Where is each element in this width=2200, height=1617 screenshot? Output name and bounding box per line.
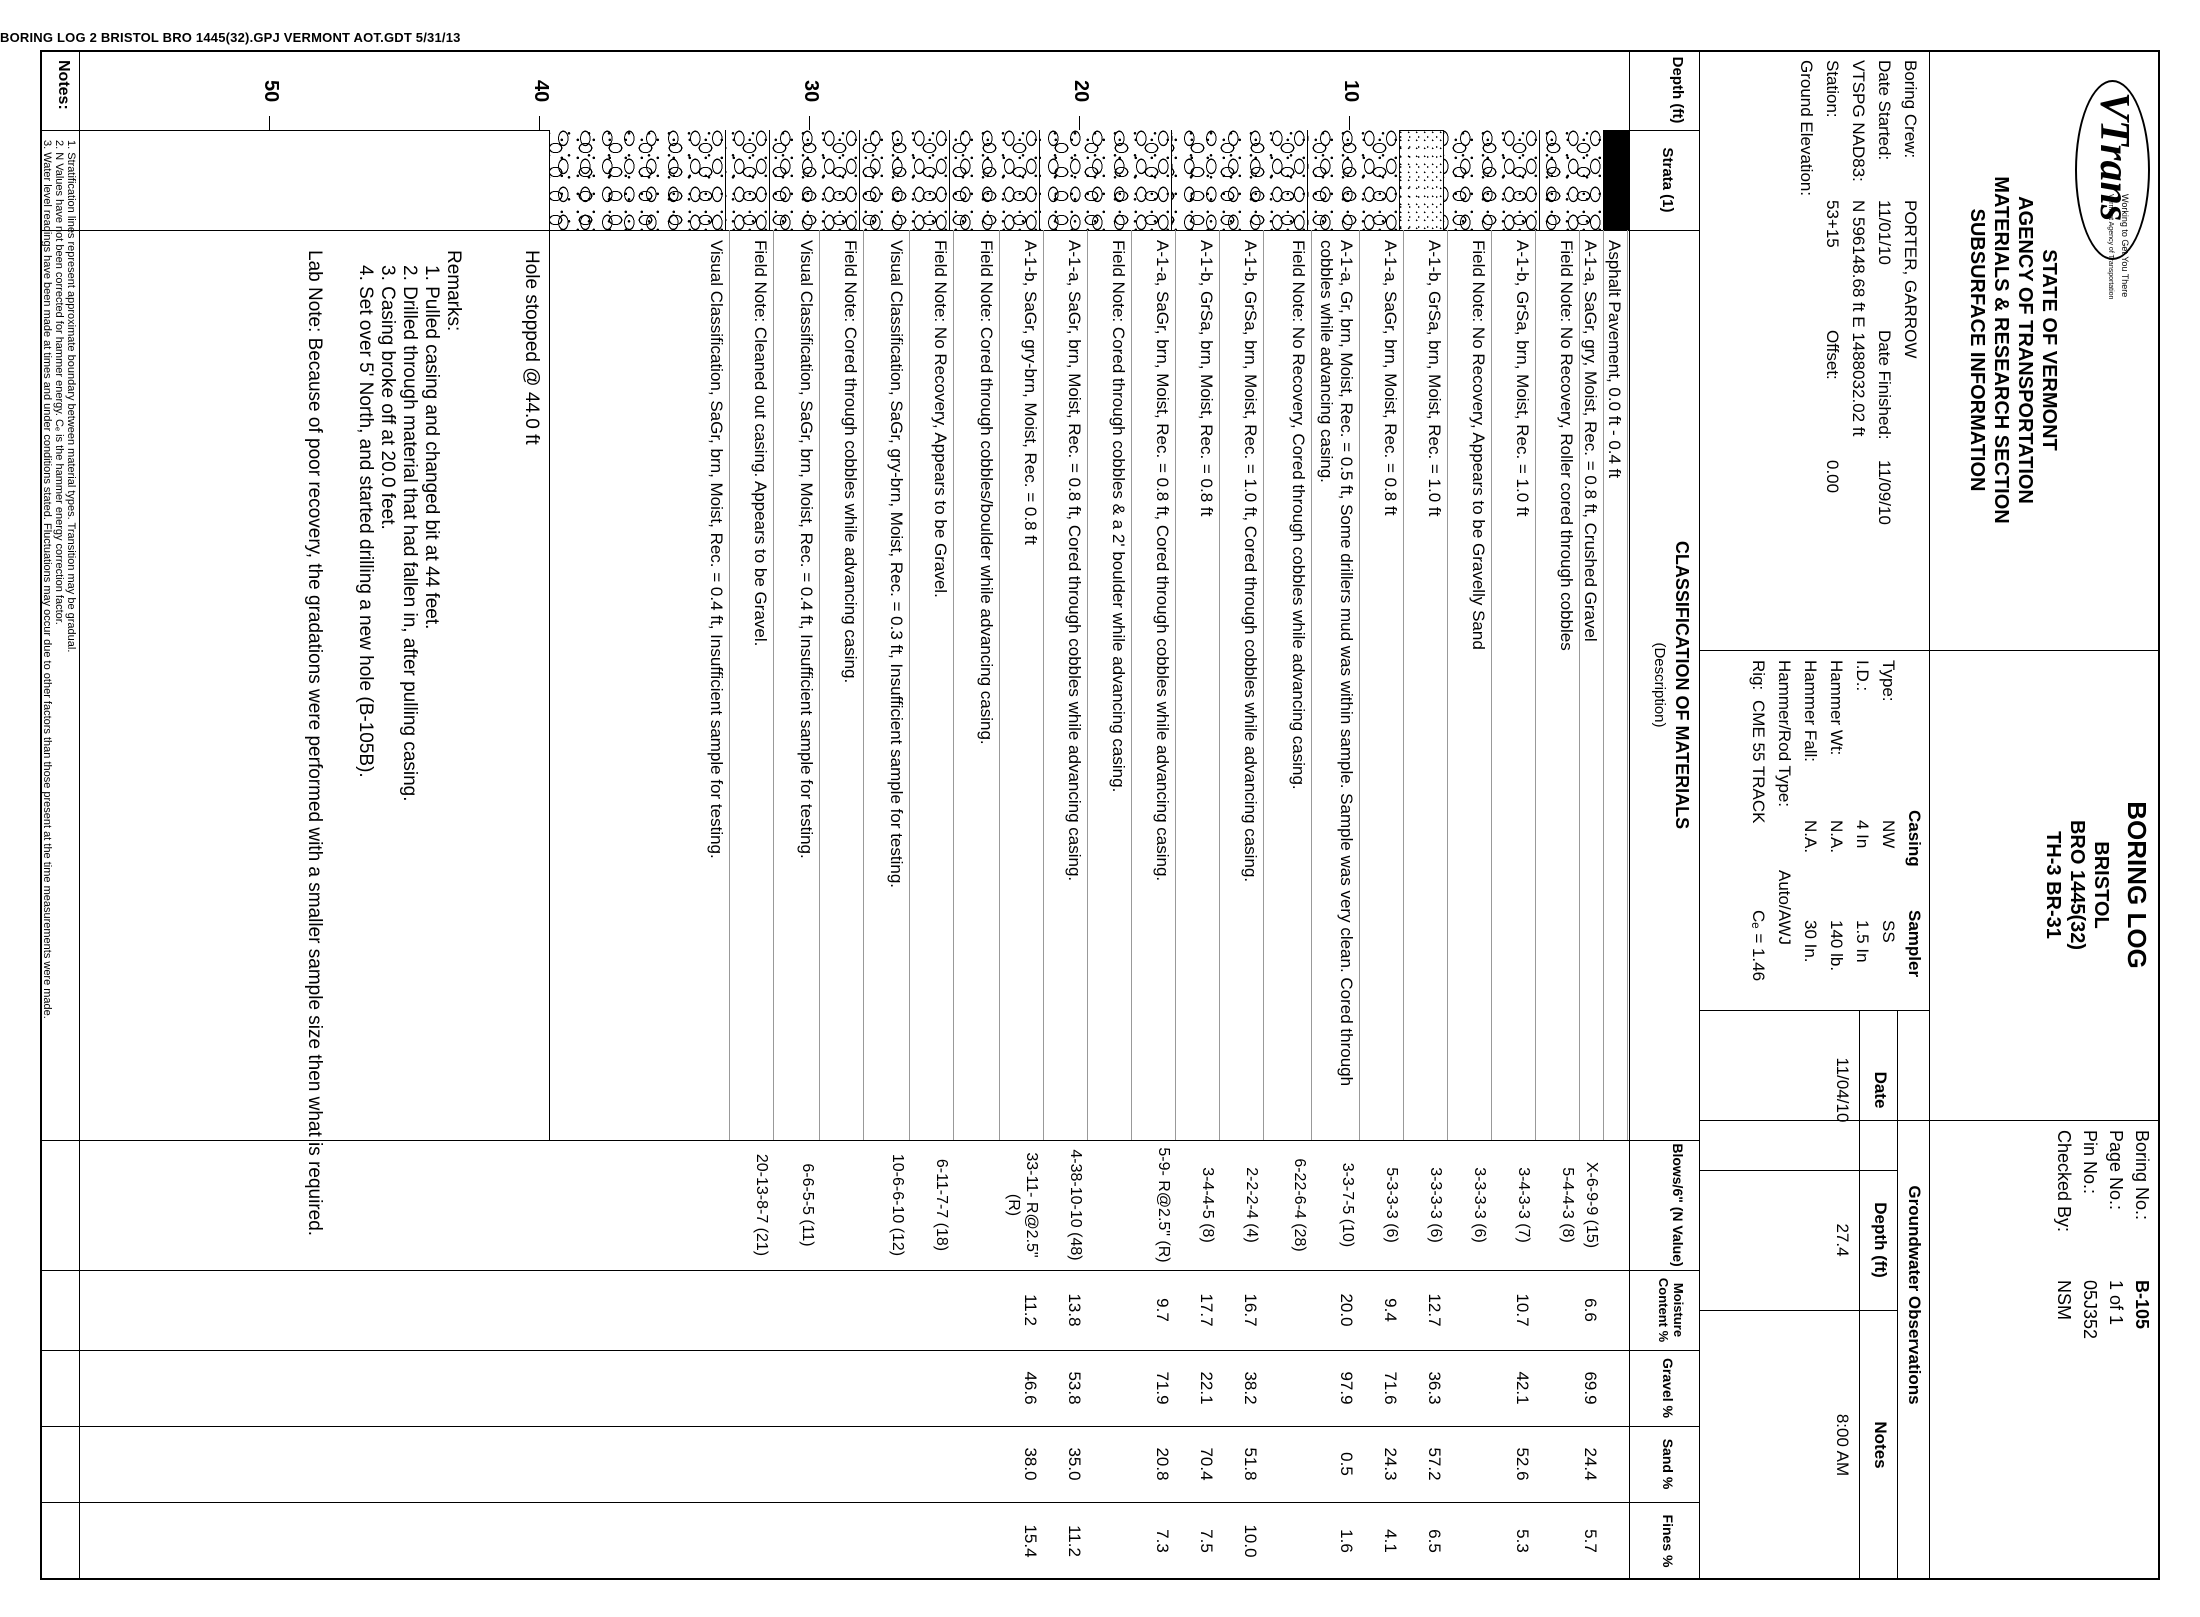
row-description: A-1-a, SaGr, brn, Moist, Rec. = 0.8 ft, Cored through cobbles while advancing casing. bbox=[1065, 240, 1084, 882]
col-line-moist bbox=[40, 1350, 1700, 1351]
sampler-header: Sampler bbox=[1905, 910, 1924, 978]
boring-log-sheet bbox=[40, 50, 2160, 1580]
row-boundary bbox=[1359, 230, 1360, 1140]
gw-date-header: Date bbox=[1871, 1071, 1890, 1109]
row-gravel: 38.2 bbox=[1241, 1371, 1260, 1405]
row-fines: 6.5 bbox=[1425, 1529, 1444, 1553]
boring-log-title: BORING LOG bbox=[2122, 801, 2152, 969]
row-blows: 2-2-2-4 (4) bbox=[1243, 1167, 1260, 1243]
row-description: Field Note: No Recovery, Cored through cobbles while advancing casing. bbox=[1289, 240, 1308, 790]
row-moisture: 17.7 bbox=[1197, 1293, 1216, 1327]
row-sand: 70.4 bbox=[1197, 1447, 1216, 1481]
depth-tick-mark bbox=[1349, 116, 1350, 130]
header-vdiv-2 bbox=[1700, 1120, 2160, 1121]
note-1: 1. Stratification lines represent approximate boundary between material types. Transition may be gradual. bbox=[65, 140, 77, 653]
row-description: A-1-a, Gr, brn, Moist, Rec. = 0.5 ft, Some drillers mud was within sample. Sample was very clean. Cored through cobbles while advancing casing. bbox=[1317, 240, 1356, 1087]
row-sand: 38.0 bbox=[1021, 1447, 1040, 1481]
row-blows: 3-4-4-5 (8) bbox=[1199, 1167, 1216, 1243]
row-boundary bbox=[1603, 230, 1604, 1140]
logo-subline: Vermont Agency of Transportation bbox=[2107, 194, 2114, 300]
agency-line-1: STATE OF VERMONT bbox=[2038, 249, 2060, 451]
row-blows: 6-6-5-5 (11) bbox=[799, 1163, 816, 1247]
notes-label: Notes: bbox=[55, 60, 72, 110]
hammer-fall-label: Hammer Fall: bbox=[1801, 660, 1820, 763]
station-label: Station: bbox=[1823, 60, 1842, 118]
row-boundary bbox=[1311, 230, 1312, 1140]
type-sampler: SS bbox=[1879, 920, 1898, 943]
gw-vdiv bbox=[1700, 1010, 1930, 1011]
col-blows-header: Blows/6" (N Value) bbox=[1670, 1143, 1686, 1267]
col-line-sand bbox=[40, 1502, 1700, 1503]
row-blows: 10-6-6-10 (12) bbox=[889, 1153, 906, 1257]
id-sampler: 1.5 In bbox=[1853, 920, 1872, 963]
hammer-rod: Auto/AWJ bbox=[1775, 870, 1794, 945]
row-boundary bbox=[729, 230, 730, 1140]
row-description: Visual Classification, SaGr, brn, Moist, Rec. = 0.4 ft, Insufficient sample for testing. bbox=[797, 240, 816, 859]
casing-header: Casing bbox=[1905, 810, 1924, 867]
col-fines-header: Fines % bbox=[1660, 1514, 1676, 1568]
hammer-fall-casing: N.A. bbox=[1801, 820, 1820, 854]
gw-header-line bbox=[1859, 1010, 1860, 1580]
page-no: 1 of 1 bbox=[2106, 1280, 2126, 1326]
date-finished-label: Date Finished: bbox=[1875, 330, 1894, 440]
row-moisture: 11.2 bbox=[1021, 1294, 1040, 1326]
row-description: Field Note: No Recovery, Appears to be Gravelly Sand bbox=[1469, 240, 1488, 650]
row-sand: 24.4 bbox=[1581, 1447, 1600, 1481]
page-no-label: Page No.: bbox=[2106, 1130, 2126, 1211]
pin-no: 05J352 bbox=[2080, 1280, 2100, 1340]
hammer-wt-label: Hammer Wt: bbox=[1827, 660, 1846, 756]
row-boundary bbox=[1087, 230, 1088, 1140]
type-casing: NW bbox=[1879, 820, 1898, 849]
hole-stopped: Hole stopped @ 44.0 ft bbox=[521, 250, 542, 445]
row-sand: 35.0 bbox=[1065, 1447, 1084, 1481]
strata-band bbox=[1308, 130, 1400, 230]
rig-label: Rig: bbox=[1749, 660, 1768, 691]
strata-band bbox=[1400, 130, 1444, 230]
station: 53+15 bbox=[1823, 200, 1842, 248]
offset: 0.00 bbox=[1823, 460, 1842, 494]
row-boundary bbox=[1535, 230, 1536, 1140]
strata-band bbox=[1604, 130, 1630, 230]
strata-band bbox=[860, 130, 950, 230]
row-description: A-1-b, SaGr, gry-brn, Moist, Rec. = 0.8 ft bbox=[1021, 240, 1040, 545]
row-fines: 5.7 bbox=[1581, 1529, 1600, 1553]
row-boundary bbox=[1263, 230, 1264, 1140]
depth-tick-label: 10 bbox=[1340, 80, 1362, 103]
remark-4: 4. Set over 5' North, and started drilling a new hole (B-105B). bbox=[355, 265, 376, 778]
project-bro: BRO 1445(32) bbox=[2066, 819, 2088, 951]
strata-band bbox=[726, 130, 770, 230]
vtrans-logo: VTrans Working to Get You There Vermont Agency of Transportation bbox=[2075, 80, 2150, 260]
depth-tick-mark bbox=[539, 116, 540, 130]
row-description: A-1-b, GrSa, brn, Moist, Rec. = 1.0 ft bbox=[1513, 240, 1532, 517]
col-line-gravel bbox=[40, 1426, 1700, 1427]
row-blows: 3-3-7-5 (10) bbox=[1339, 1162, 1356, 1248]
row-moisture: 12.7 bbox=[1425, 1293, 1444, 1327]
ground-elev-label: Ground Elevation: bbox=[1797, 60, 1816, 197]
boring-no: B-105 bbox=[2132, 1280, 2152, 1330]
gw-notes-header: Notes bbox=[1871, 1421, 1890, 1469]
row-blows: 6-11-7-7 (18) bbox=[933, 1158, 950, 1252]
row-description: Field Note: Cored through cobbles/boulder while advancing casing. bbox=[977, 240, 996, 745]
gw-col-line-2 bbox=[1700, 1310, 1898, 1311]
row-boundary bbox=[1131, 230, 1132, 1140]
gw-title: Groundwater Observations bbox=[1905, 1185, 1924, 1405]
col-line-class bbox=[40, 1140, 1700, 1141]
row-sand: 0.5 bbox=[1337, 1452, 1356, 1476]
row-boundary bbox=[953, 230, 954, 1140]
col-line-blows bbox=[40, 1270, 1700, 1271]
date-finished: 11/09/10 bbox=[1875, 460, 1894, 525]
col-class-header: CLASSIFICATION OF MATERIALS bbox=[1672, 540, 1692, 830]
energy-factor: Cₑ = 1.46 bbox=[1749, 910, 1768, 982]
equip-vdiv bbox=[1700, 650, 1930, 651]
row-blows: 3-3-3-3 (6) bbox=[1427, 1167, 1444, 1243]
row-sand: 24.3 bbox=[1381, 1447, 1400, 1481]
row-description: Field Note: No Recovery, Appears to be Gravel. bbox=[931, 240, 950, 598]
row-boundary bbox=[909, 230, 910, 1140]
strata-band bbox=[1172, 130, 1308, 230]
row-blows: 6-22-6-4 (28) bbox=[1291, 1158, 1308, 1252]
row-fines: 7.5 bbox=[1197, 1529, 1216, 1553]
agency-line-3: MATERIALS & RESEARCH SECTION bbox=[1990, 176, 2012, 524]
rig: CME 55 TRACK bbox=[1749, 700, 1768, 824]
logo-tagline: Working to Get You There bbox=[2120, 194, 2130, 298]
row-fines: 7.3 bbox=[1153, 1529, 1172, 1553]
row-gravel: 36.3 bbox=[1425, 1371, 1444, 1405]
row-boundary bbox=[819, 230, 820, 1140]
row-blows: 3-4-3-3 (7) bbox=[1515, 1167, 1532, 1243]
row-fines: 10.0 bbox=[1241, 1524, 1260, 1558]
col-gravel-header: Gravel % bbox=[1660, 1358, 1676, 1418]
row-moisture: 20.0 bbox=[1337, 1293, 1356, 1327]
row-description: A-1-b, GrSa, brn, Moist, Rec. = 1.0 ft bbox=[1425, 240, 1444, 517]
gw-notes: 8:00 AM bbox=[1833, 1413, 1852, 1477]
id-label: I.D.: bbox=[1853, 660, 1872, 692]
date-started-label: Date Started: bbox=[1875, 60, 1894, 161]
row-description: A-1-b, GrSa, brn, Moist, Rec. = 1.0 ft, Cored through cobbles while advancing casing. bbox=[1241, 240, 1260, 883]
row-description: Field Note: Cored through cobbles & a 2' boulder while advancing casing. bbox=[1109, 240, 1128, 793]
row-fines: 5.3 bbox=[1513, 1529, 1532, 1553]
remark-1: 1. Pulled casing and changed bit at 44 feet. bbox=[421, 265, 442, 630]
row-description: Visual Classification, SaGr, gry-brn, Moist, Rec. = 0.3 ft, Insufficient sample for testing. bbox=[887, 240, 906, 889]
hammer-wt-sampler: 140 lb. bbox=[1827, 920, 1846, 972]
row-blows: 5-4-4-3 (8) bbox=[1559, 1167, 1576, 1243]
row-fines: 15.4 bbox=[1021, 1524, 1040, 1558]
row-description: Visual Classification, SaGr, brn, Moist, Rec. = 0.4 ft, Insufficient sample for testing. bbox=[707, 240, 726, 859]
col-class-subheader: (Description) bbox=[1651, 642, 1668, 728]
depth-tick-label: 30 bbox=[800, 80, 822, 103]
row-blows: X-6-9-9 (15) bbox=[1583, 1161, 1600, 1249]
project-th: TH-3 BR-31 bbox=[2042, 831, 2064, 939]
row-description: Field Note: Cleaned out casing. Appears to be Gravel. bbox=[751, 240, 770, 647]
row-gravel: 71.6 bbox=[1381, 1371, 1400, 1405]
gw-date: 11/04/10 bbox=[1833, 1057, 1852, 1123]
remarks-title: Remarks: bbox=[443, 250, 464, 332]
type-label: Type: bbox=[1879, 660, 1898, 702]
header-divider-mid bbox=[1929, 50, 1930, 1580]
row-gravel: 69.9 bbox=[1581, 1371, 1600, 1405]
strata-band bbox=[770, 130, 860, 230]
row-boundary bbox=[1043, 230, 1044, 1140]
lab-note: Lab Note: Because of poor recovery, the gradations were performed with a smaller sample size then what is required. bbox=[304, 250, 325, 1237]
row-sand: 20.8 bbox=[1153, 1447, 1172, 1481]
strata-end-line bbox=[549, 130, 550, 1140]
row-blows: 5-3-3-3 (6) bbox=[1383, 1167, 1400, 1243]
strata-band bbox=[550, 130, 726, 230]
boring-no-label: Boring No.: bbox=[2132, 1130, 2152, 1221]
project-name: BRISTOL bbox=[2090, 841, 2112, 929]
col-strata-header: Strata (1) bbox=[1659, 147, 1676, 213]
vtspg-coords: N 596148.68 ft E 1488032.02 ft bbox=[1849, 200, 1868, 437]
checked-by-label: Checked By: bbox=[2054, 1130, 2074, 1233]
hammer-rod-label: Hammer/Rod Type: bbox=[1775, 660, 1794, 808]
row-moisture: 6.6 bbox=[1581, 1298, 1600, 1322]
row-blows: 20-13-8-7 (21) bbox=[753, 1153, 770, 1257]
gw-depth: 27.4 bbox=[1833, 1223, 1852, 1257]
row-boundary bbox=[1219, 230, 1220, 1140]
row-description: A-1-a, SaGr, brn, Moist, Rec. = 0.8 ft, Cored through cobbles while advancing casing. bbox=[1153, 240, 1172, 882]
row-moisture: 9.4 bbox=[1381, 1298, 1400, 1322]
row-blows: 3-3-3-3 (6) bbox=[1471, 1167, 1488, 1243]
row-moisture: 10.7 bbox=[1513, 1293, 1532, 1327]
col-line-strata bbox=[40, 230, 1700, 231]
row-description: Field Note: No Recovery, Roller cored through cobbles bbox=[1557, 240, 1576, 651]
depth-tick-mark bbox=[809, 116, 810, 130]
strata-band bbox=[950, 130, 1040, 230]
row-boundary bbox=[1579, 230, 1580, 1140]
col-depth-header: Depth (ft) bbox=[1669, 56, 1686, 124]
page-header: BORING LOG 2 BRISTOL BRO 1445(32).GPJ VERMONT AOT.GDT 5/31/13 bbox=[0, 30, 461, 45]
gw-title-line bbox=[1897, 1010, 1898, 1580]
row-sand: 51.8 bbox=[1241, 1447, 1260, 1481]
row-description: A-1-a, SaGr, brn, Moist, Rec. = 0.8 ft bbox=[1381, 240, 1400, 516]
hammer-fall-sampler: 30 In. bbox=[1801, 920, 1820, 963]
strata-band bbox=[1040, 130, 1172, 230]
remark-2: 2. Drilled through material that had fallen in, after pulling casing. bbox=[399, 265, 420, 802]
row-gravel: 42.1 bbox=[1513, 1371, 1532, 1405]
row-boundary bbox=[999, 230, 1000, 1140]
offset-label: Offset: bbox=[1823, 330, 1842, 380]
row-gravel: 53.8 bbox=[1065, 1371, 1084, 1405]
strata-band bbox=[1444, 130, 1540, 230]
crew-label: Boring Crew: bbox=[1901, 60, 1920, 159]
row-sand: 52.6 bbox=[1513, 1447, 1532, 1481]
col-sand-header: Sand % bbox=[1660, 1438, 1676, 1490]
id-casing: 4 In bbox=[1853, 820, 1872, 849]
pin-no-label: Pin No.: bbox=[2080, 1130, 2100, 1195]
row-blows: 33-11- R@2.5" (R) bbox=[1005, 1152, 1040, 1258]
row-description: A-1-b, GrSa, brn, Moist, Rec. = 0.8 ft bbox=[1197, 240, 1216, 517]
date-started: 11/01/10 bbox=[1875, 200, 1894, 265]
row-boundary bbox=[1491, 230, 1492, 1140]
crew: PORTER, GARROW bbox=[1901, 200, 1920, 359]
row-description: A-1-a, SaGr, gry, Moist, Rec. = 0.8 ft, Crushed Gravel bbox=[1581, 240, 1600, 642]
hammer-wt-casing: N.A. bbox=[1827, 820, 1846, 854]
agency-line-4: SUBSURFACE INFORMATION bbox=[1966, 208, 1988, 492]
row-boundary bbox=[1627, 230, 1628, 1140]
remark-3: 3. Casing broke off at 20.0 feet. bbox=[377, 265, 398, 530]
row-boundary bbox=[1447, 230, 1448, 1140]
row-fines: 4.1 bbox=[1381, 1529, 1400, 1553]
gw-depth-header: Depth (ft) bbox=[1871, 1202, 1890, 1278]
row-blows: 4-38-10-10 (48) bbox=[1067, 1149, 1084, 1261]
row-sand: 57.2 bbox=[1425, 1447, 1444, 1481]
depth-tick-label: 20 bbox=[1070, 80, 1092, 103]
depth-tick-label: 50 bbox=[260, 80, 282, 103]
row-moisture: 9.7 bbox=[1153, 1298, 1172, 1322]
depth-tick-label: 40 bbox=[530, 80, 552, 103]
row-description: Asphalt Pavement, 0.0 ft - 0.4 ft bbox=[1605, 240, 1624, 479]
col-moist-header: Moisture Content % bbox=[1656, 1277, 1686, 1343]
depth-tick-mark bbox=[269, 116, 270, 130]
row-gravel: 97.9 bbox=[1337, 1371, 1356, 1405]
gw-col-line-1 bbox=[1700, 1170, 1898, 1171]
row-fines: 11.2 bbox=[1065, 1525, 1084, 1557]
row-gravel: 71.9 bbox=[1153, 1371, 1172, 1405]
vtspg-label: VTSPG NAD83: bbox=[1849, 60, 1868, 182]
depth-tick-mark bbox=[1079, 116, 1080, 130]
agency-line-2: AGENCY OF TRANSPORTATION bbox=[2014, 196, 2036, 504]
note-2: 2. N Values have not been corrected for hammer energy. Cₑ is the hammer energy correction factor. bbox=[53, 140, 65, 625]
row-fines: 1.6 bbox=[1337, 1529, 1356, 1553]
row-gravel: 46.6 bbox=[1021, 1371, 1040, 1405]
row-boundary bbox=[1403, 230, 1404, 1140]
row-moisture: 13.8 bbox=[1065, 1293, 1084, 1327]
row-gravel: 22.1 bbox=[1197, 1371, 1216, 1405]
row-description: Field Note: Cored through cobbles while advancing casing. bbox=[841, 240, 860, 684]
note-3: 3. Water level readings have been made at times and under conditions stated. Fluctuations may occur due to other factors than those present at the time measurements were made. bbox=[41, 140, 53, 1019]
row-blows: 5-9- R@2.5" (R) bbox=[1155, 1147, 1172, 1263]
notes-divider bbox=[79, 50, 80, 1580]
row-moisture: 16.7 bbox=[1241, 1293, 1260, 1327]
row-boundary bbox=[773, 230, 774, 1140]
strata-band bbox=[1540, 130, 1604, 230]
row-boundary bbox=[863, 230, 864, 1140]
row-boundary bbox=[1175, 230, 1176, 1140]
checked-by: NSM bbox=[2054, 1280, 2074, 1320]
